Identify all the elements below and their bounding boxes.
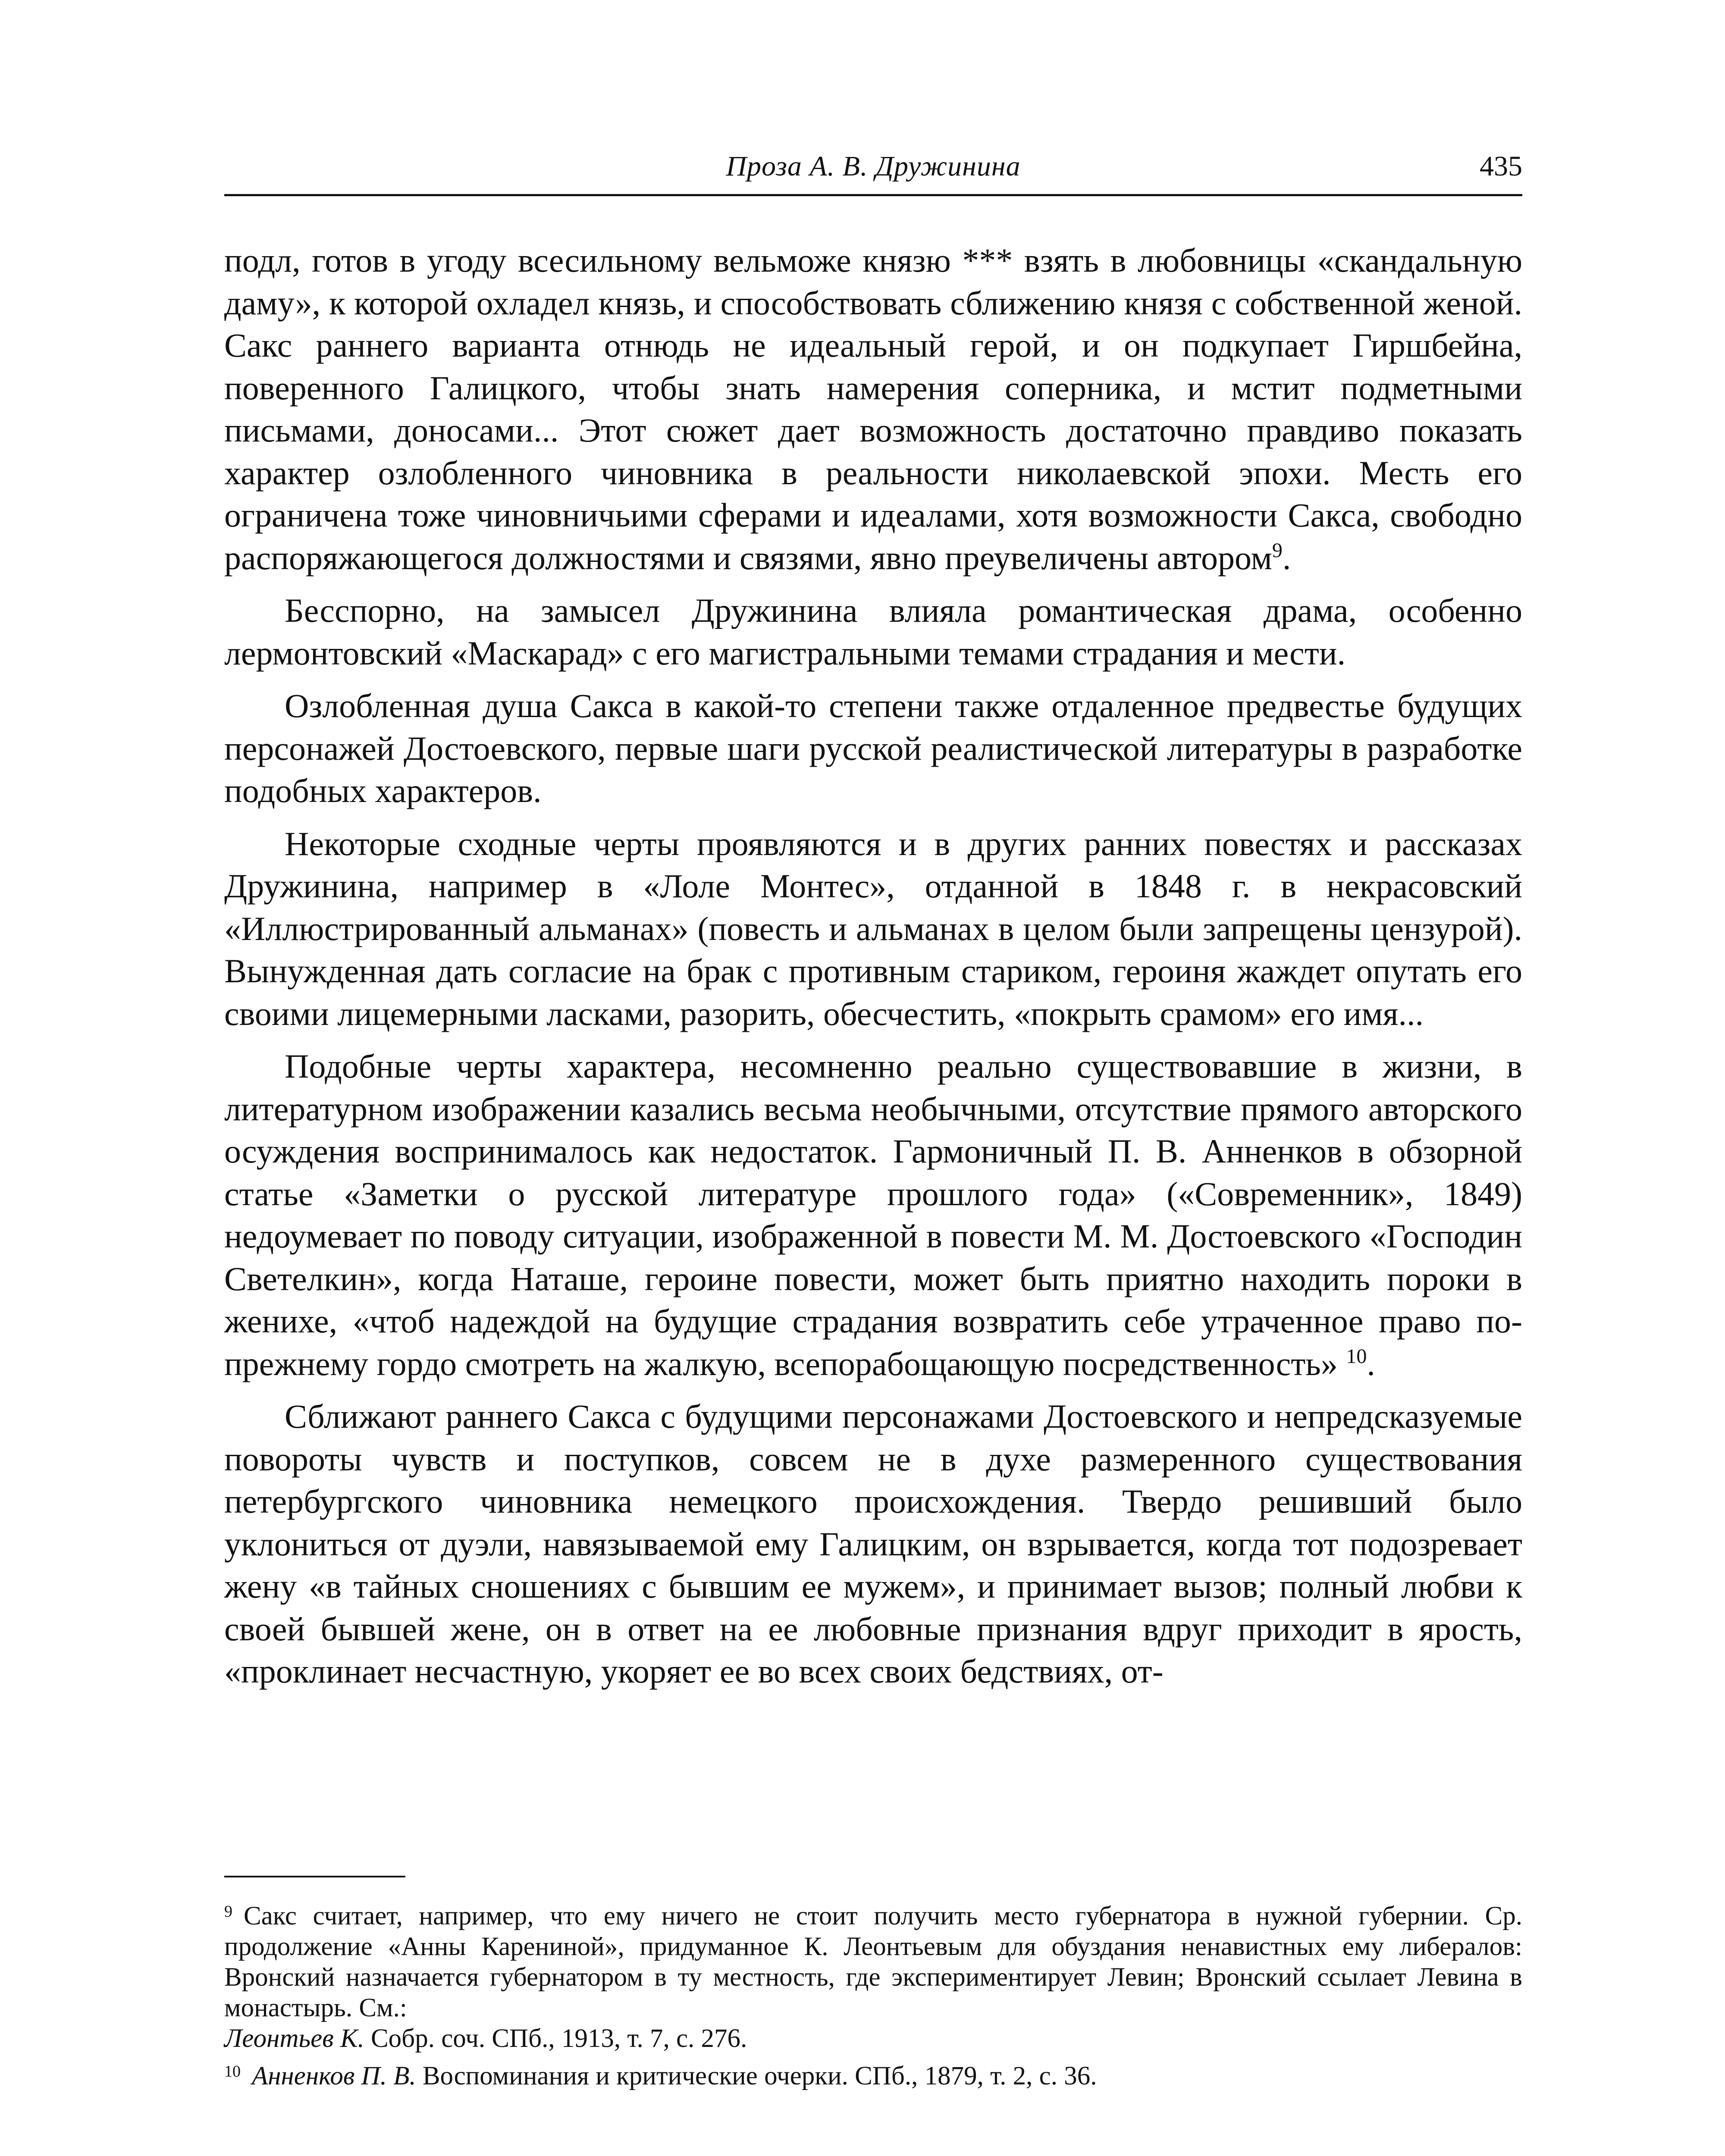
paragraph-1 [224, 239, 1522, 579]
paragraph-5-text: Подобные черты характера, несомненно реально существовавшие в жизни, в литературном изображении казались весьма необычными, отсутствие прямого авторского осуждения воспринималось как недостаток. Гармоничный П. В. Анненков в обзорной статье «Заметки о русской литературе прошлого года» («Современник», 1849) недоумевает по поводу ситуации, изображенной в повести М. М. Достоевского «Господин Светелкин», когда Наташе, героине повести, может быть приятно находить пороки в женихе, «чтоб надеждой на будущие страдания возвратить себе утраченное право по-прежнему гордо смотреть на жалкую, всепорабощающую посредственность» [224, 1047, 1522, 1382]
page-number: 435 [1480, 150, 1522, 182]
footnote-ref-9[interactable]: 9 [1272, 539, 1283, 562]
footnote-ref-10[interactable]: 10 [1346, 1344, 1367, 1368]
paragraph-6: Сближают раннего Сакса с будущими персонажами Достоевского и непредсказуемые повороты чувств и поступков, совсем не в духе размеренного существования петербургского чиновника немецкого происхождения. Твердо решивший было уклониться от дуэли, навязываемой ему Галицким, он взрывается, когда тот подозревает жену «в тайных сношениях с бывшим ее мужем», и принимает вызов; полный любви к своей бывшей жене, он в ответ на ее любовные признания вдруг приходит в ярость, «проклинает несчастную, укоряет ее во всех своих бедствиях, от- [224, 1398, 1522, 1690]
body-text [224, 239, 1522, 1703]
paragraph-4: Некоторые сходные черты проявляются и в других ранних повестях и рассказах Дружинина, например в «Лоле Монтес», отданной в 1848 г. в некрасовский «Иллюстрированный альманах» (повесть и альманах в целом были запрещены цензурой). Вынужденная дать согласие на брак с противным стариком, героиня жаждет опутать его своими лицемерными ласками, разорить, обесчестить, «покрыть срамом» его имя... [224, 824, 1522, 1032]
footnote-9 [224, 1896, 1522, 2054]
running-head [224, 142, 1522, 196]
paragraph-1-end: . [1282, 539, 1291, 577]
footnote-source: Собр. соч. СПб., 1913, т. 7, с. 276. [370, 2024, 747, 2053]
footnote-author: Анненков П. В. [252, 2062, 416, 2090]
paragraph-5 [224, 1045, 1522, 1385]
paragraph-1-text: подл, готов в угоду всесильному вельможе князю *** взять в любовницы «скандальную даму», к которой охладел князь, и способствовать сближению князя с собственной женой. Сакс раннего варианта отнюдь не идеальный герой, и он подкупает Гиршбейна, поверенного Галицкого, чтобы знать намерения соперника, и мстит подметными письмами, доносами... Этот сюжет дает возможность достаточно правдиво показать характер озлобленного чиновника в реальности николаевской эпохи. Месть его ограничена тоже чиновничьими сферами и идеалами, хотя возможности Сакса, свободно распоряжающегося должностями и связями, явно преувеличены автором [224, 241, 1522, 577]
footnote-marker: 9 [224, 1902, 232, 1921]
footnote-marker: 10 [224, 2062, 241, 2081]
footnote-divider [224, 1876, 405, 1877]
footnote-text: Сакс считает, например, что ему ничего не стоит получить место губернатора в нужной губернии. Ср. продолжение «Анны Карениной», придуманное К. Леонтьевым для обуздания ненавистных ему либералов: Вронский назначается губернатором в ту местность, где экспериментирует Левин; Вронский ссылает Левина в монастырь. См.: [224, 1902, 1522, 2022]
footnote-author: Леонтьев К. [224, 2024, 364, 2053]
footnote-source: Воспоминания и критические очерки. СПб., 1879, т. 2, с. 36. [422, 2062, 1097, 2090]
running-title: Проза А. В. Дружинина [726, 150, 1021, 182]
paragraph-3: Озлобленная душа Сакса в какой-то степени также отдаленное предвестье будущих персонажей Достоевского, первые шаги русской реалистической литературы в разработке подобных характеров. [224, 687, 1522, 809]
footnote-10 [224, 2056, 1522, 2091]
footnotes [224, 1896, 1522, 2094]
paragraph-2: Бесспорно, на замысел Дружинина влияла романтическая драма, особенно лермонтовский «Маскарад» с его магистральными темами страдания и мести. [224, 592, 1522, 672]
paragraph-5-end: . [1367, 1344, 1375, 1382]
